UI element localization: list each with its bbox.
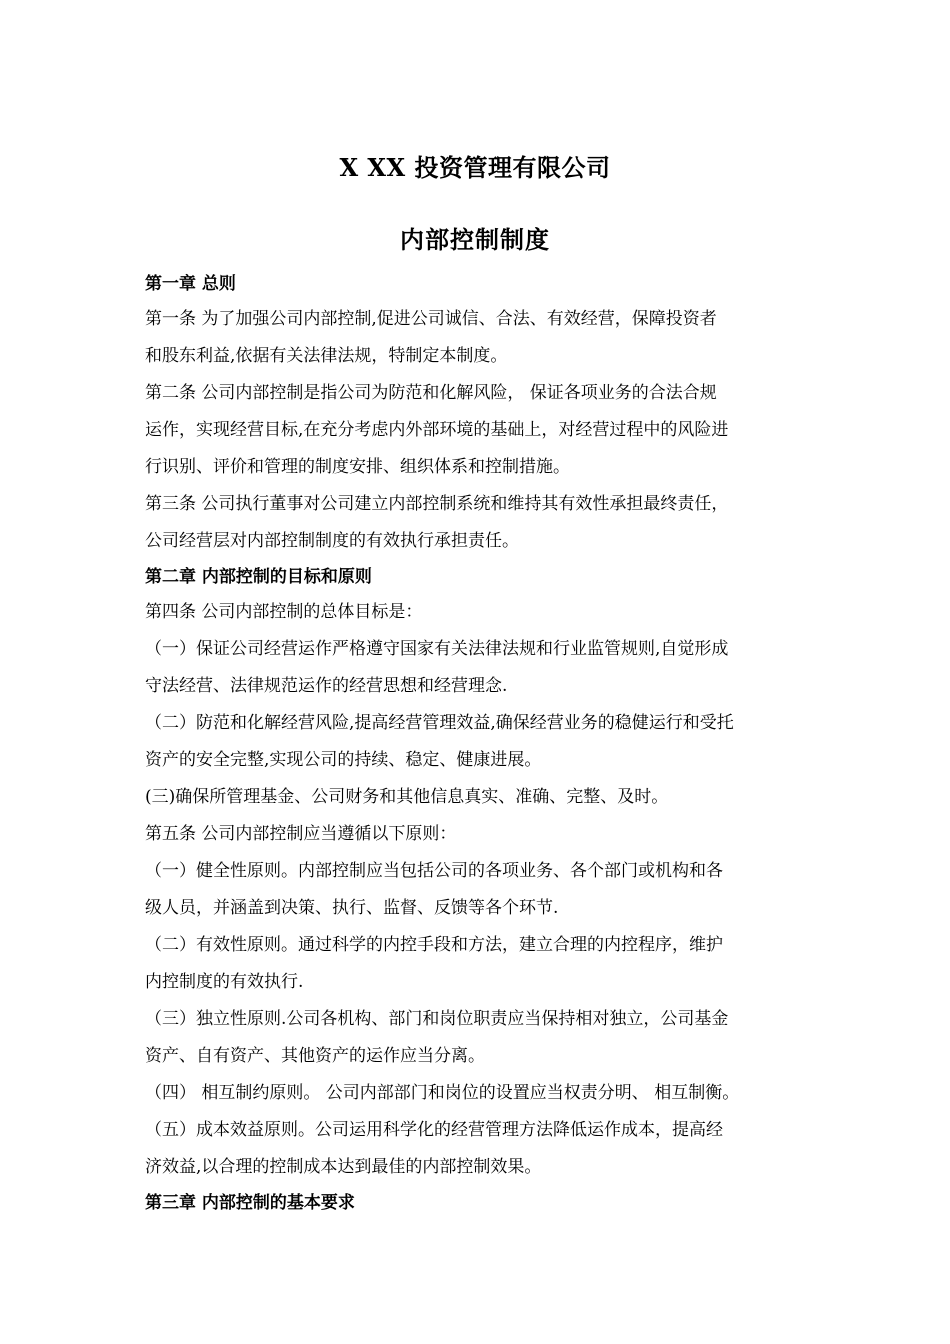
article-paragraph — [145, 594, 825, 631]
company-title: X XX 投资管理有限公司 — [339, 153, 611, 182]
text-line: 第二章 内部控制的目标和原则 — [145, 567, 372, 587]
text-line: 第二条 公司内部控制是指公司为防范和化解风险， 保证各项业务的合法合规 — [145, 383, 717, 403]
text-line: 第一条 为了加强公司内部控制,促进公司诚信、合法、有效经营，保障投资者 — [145, 309, 717, 329]
text-line: （四） 相互制约原则。 公司内部部门和岗位的设置应当权责分明、 相互制衡。 — [145, 1083, 740, 1103]
article-paragraph — [145, 375, 825, 486]
text-line: 行识别、评价和管理的制度安排、组织体系和控制措施。 — [145, 457, 570, 477]
text-line: (三)确保所管理基金、公司财务和其他信息真实、准确、完整、及时。 — [145, 787, 669, 807]
chapter-heading — [145, 1186, 825, 1220]
article-paragraph — [145, 301, 825, 375]
text-line: （二）有效性原则。通过科学的内控手段和方法，建立合理的内控程序，维护 — [145, 935, 723, 955]
article-paragraph — [145, 816, 825, 853]
article-paragraph — [145, 779, 825, 816]
text-line: （二）防范和化解经营风险,提高经营管理效益,确保经营业务的稳健运行和受托 — [145, 713, 734, 733]
text-line: （五）成本效益原则。公司运用科学化的经营管理方法降低运作成本，提高经 — [145, 1120, 723, 1140]
chapter-heading — [145, 267, 825, 301]
text-line: 第五条 公司内部控制应当遵循以下原则： — [145, 824, 457, 844]
text-line: 守法经营、法律规范运作的经营思想和经营理念. — [145, 676, 508, 696]
text-line: 第三条 公司执行董事对公司建立内部控制系统和维持其有效性承担最终责任， — [145, 494, 729, 514]
article-paragraph — [145, 631, 825, 705]
text-line: 第一章 总则 — [145, 274, 236, 294]
article-paragraph — [145, 1075, 825, 1112]
article-paragraph — [145, 486, 825, 560]
text-line: 级人员，并涵盖到决策、执行、监督、反馈等各个环节. — [145, 898, 559, 918]
article-paragraph — [145, 927, 825, 1001]
text-line: 第四条 公司内部控制的总体目标是： — [145, 602, 423, 622]
article-paragraph — [145, 705, 825, 779]
text-line: 资产的安全完整,实现公司的持续、稳定、健康进展。 — [145, 750, 542, 770]
text-line: 和股东利益,依据有关法律法规，特制定本制度。 — [145, 346, 508, 366]
document-body — [145, 267, 825, 1220]
text-line: 运作，实现经营目标,在充分考虑内外部环境的基础上，对经营过程中的风险进 — [145, 420, 729, 440]
text-line: （三）独立性原则.公司各机构、部门和岗位职责应当保持相对独立，公司基金 — [145, 1009, 729, 1029]
text-line: 第三章 内部控制的基本要求 — [145, 1193, 355, 1213]
article-paragraph — [145, 1001, 825, 1075]
document-title: 内部控制制度 — [400, 225, 550, 254]
chapter-heading — [145, 560, 825, 594]
article-paragraph — [145, 853, 825, 927]
text-line: 资产、自有资产、其他资产的运作应当分离。 — [145, 1046, 485, 1066]
text-line: 公司经营层对内部控制制度的有效执行承担责任。 — [145, 531, 519, 551]
text-line: （一）健全性原则。内部控制应当包括公司的各项业务、各个部门或机构和各 — [145, 861, 723, 881]
text-line: （一）保证公司经营运作严格遵守国家有关法律法规和行业监管规则,自觉形成 — [145, 639, 729, 659]
text-line: 济效益,以合理的控制成本达到最佳的内部控制效果。 — [145, 1157, 542, 1177]
text-line: 内控制度的有效执行. — [145, 972, 304, 992]
article-paragraph — [145, 1112, 825, 1186]
